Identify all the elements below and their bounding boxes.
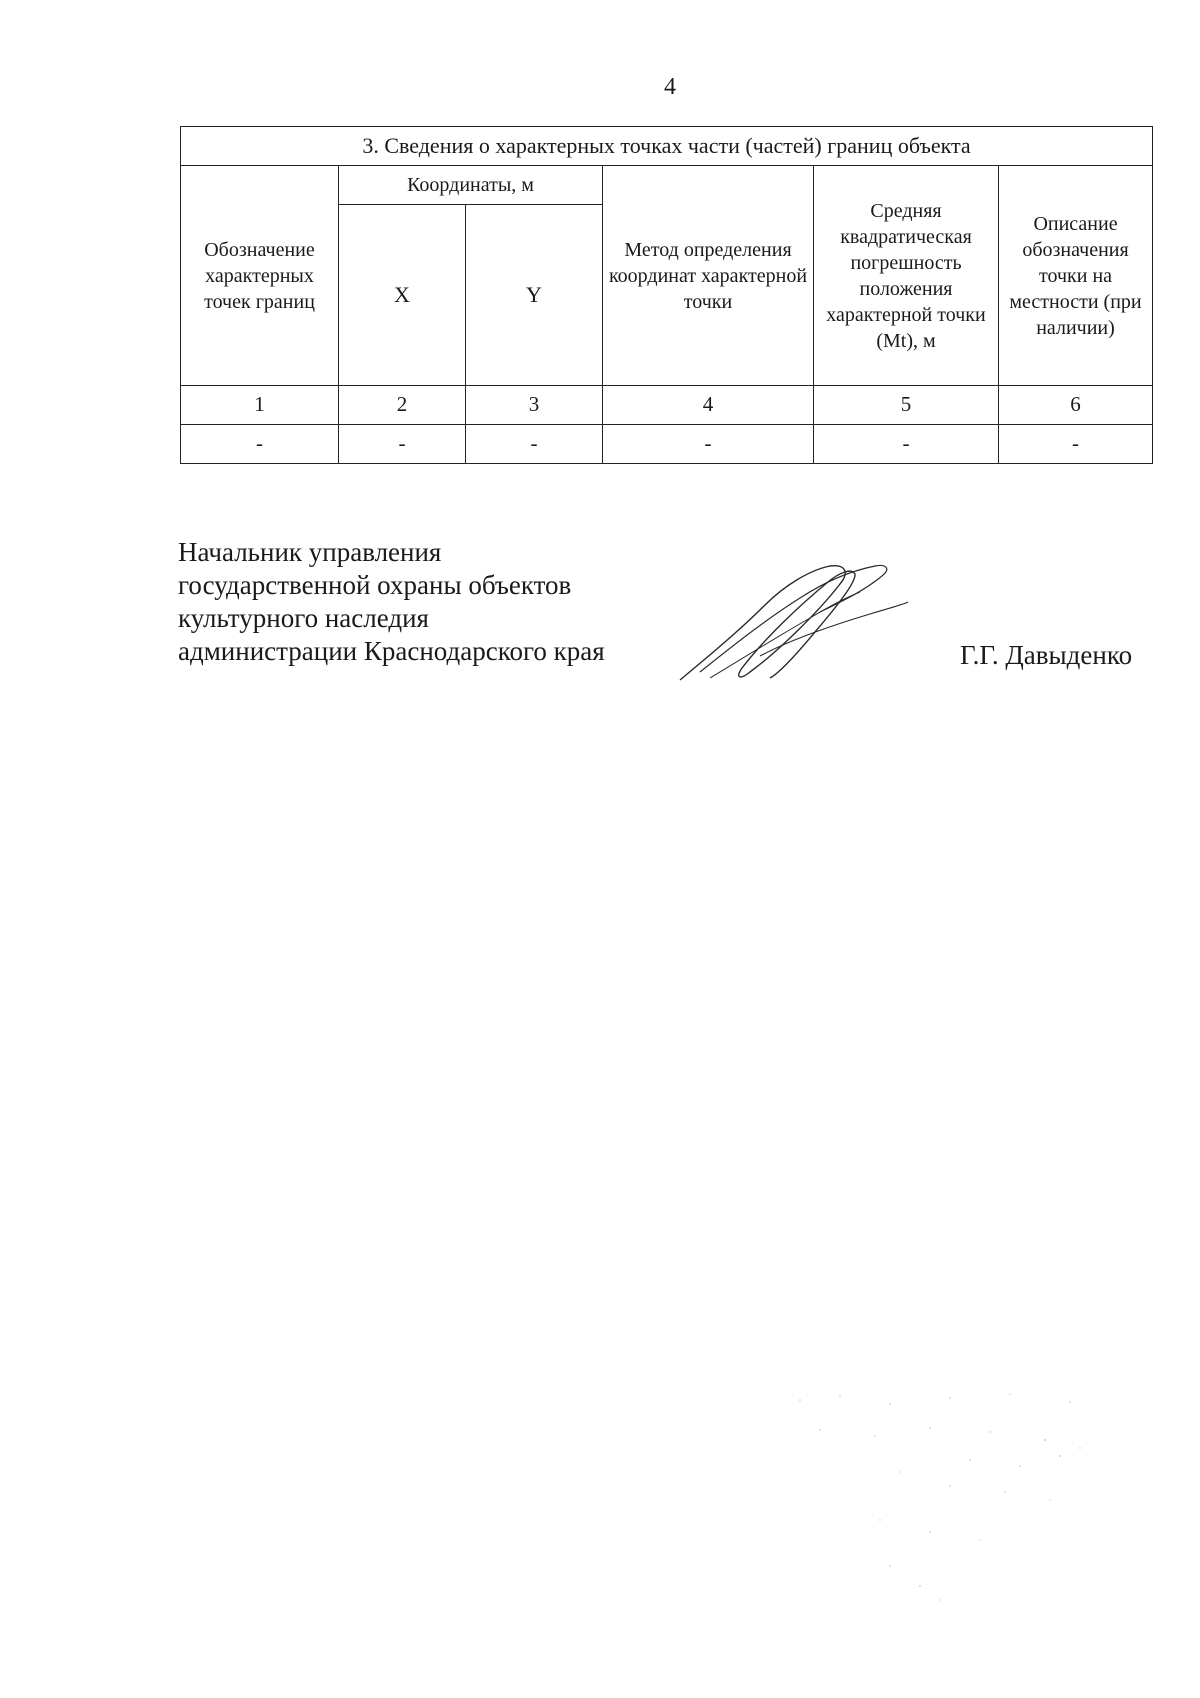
header-coordinates: Координаты, м bbox=[339, 166, 603, 205]
boundary-points-table-wrapper bbox=[180, 126, 1152, 464]
signer-position-line: Начальник управления bbox=[178, 537, 442, 567]
table-cell: - bbox=[466, 425, 603, 464]
signer-position-line: администрации Краснодарского края bbox=[178, 636, 605, 666]
signer-position bbox=[178, 536, 605, 668]
scan-noise bbox=[780, 1390, 1100, 1610]
signer-name: Г.Г. Давыденко bbox=[960, 640, 1133, 670]
header-x: X bbox=[339, 205, 466, 386]
column-number: 3 bbox=[466, 386, 603, 425]
header-y: Y bbox=[466, 205, 603, 386]
signer-position-line: культурного наследия bbox=[178, 603, 429, 633]
header-designation: Обозначение характерных точек границ bbox=[181, 166, 339, 386]
table-cell: - bbox=[181, 425, 339, 464]
table-row bbox=[181, 425, 1153, 464]
column-number: 4 bbox=[603, 386, 814, 425]
table-cell: - bbox=[814, 425, 999, 464]
table-title: 3. Сведения о характерных точках части (частей) границ объекта bbox=[181, 127, 1153, 166]
header-method: Метод определения координат характерной точки bbox=[603, 166, 814, 386]
column-number: 5 bbox=[814, 386, 999, 425]
table-cell: - bbox=[999, 425, 1153, 464]
column-number: 2 bbox=[339, 386, 466, 425]
boundary-points-table bbox=[180, 126, 1153, 464]
table-cell: - bbox=[339, 425, 466, 464]
header-description: Описание обозначения точки на местности (при наличии) bbox=[999, 166, 1153, 386]
header-error: Средняя квадратическая погрешность положения характерной точки (Mt), м bbox=[814, 166, 999, 386]
column-number: 1 bbox=[181, 386, 339, 425]
signer-position-line: государственной охраны объектов bbox=[178, 570, 572, 600]
column-number-row bbox=[181, 386, 1153, 425]
handwritten-signature bbox=[670, 560, 910, 690]
column-number: 6 bbox=[999, 386, 1153, 425]
page-number: 4 bbox=[664, 74, 676, 100]
table-cell: - bbox=[603, 425, 814, 464]
